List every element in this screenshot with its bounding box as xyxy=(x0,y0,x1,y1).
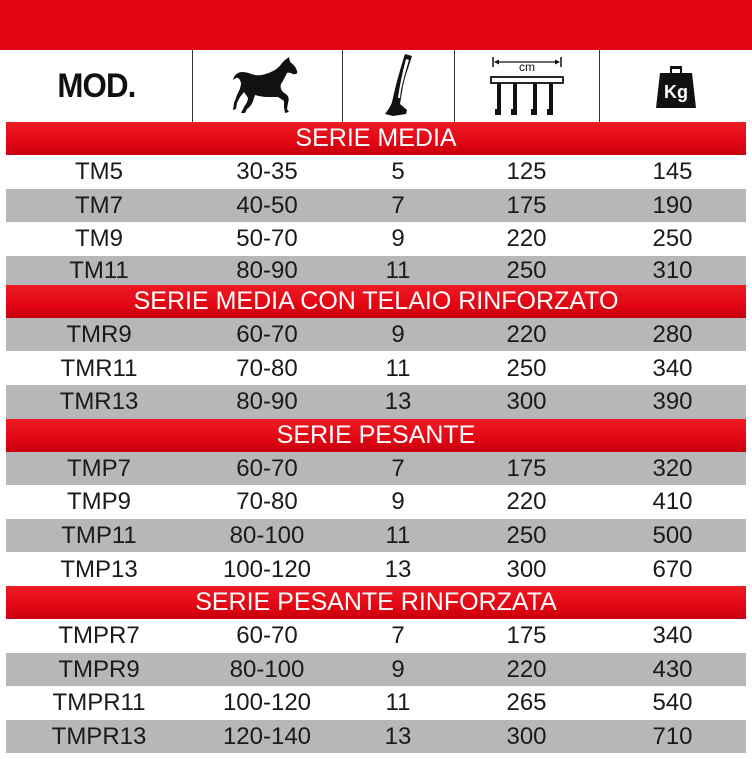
hp-cell: 30-35 xyxy=(236,158,298,186)
tines-cell: 11 xyxy=(385,522,411,550)
width-cell: 250 xyxy=(506,354,547,382)
width-cell: 125 xyxy=(506,158,547,186)
model-cell: TMP11 xyxy=(61,522,137,550)
model-cell: TM9 xyxy=(75,225,123,253)
weight-cell: 340 xyxy=(652,354,693,382)
hp-cell: 50-70 xyxy=(236,225,298,253)
table-row xyxy=(6,452,746,486)
model-cell: TMP13 xyxy=(60,555,138,583)
tines-cell: 7 xyxy=(391,454,405,482)
hp-cell: 100-120 xyxy=(222,689,312,717)
table-row xyxy=(6,485,746,519)
width-cell: 300 xyxy=(506,555,547,583)
table-header xyxy=(0,50,752,122)
tines-cell: 9 xyxy=(391,488,405,516)
weight-cell: 500 xyxy=(652,522,693,550)
model-cell: TM7 xyxy=(75,191,123,219)
hp-cell: 80-90 xyxy=(236,388,298,416)
header-weight-cell xyxy=(599,50,752,122)
weight-cell: 410 xyxy=(652,488,693,516)
table-row xyxy=(6,189,746,223)
table-row xyxy=(6,519,746,553)
horse-icon xyxy=(233,57,303,115)
hp-cell: 60-70 xyxy=(236,622,298,650)
tines-cell: 11 xyxy=(385,354,411,382)
weight-cell: 390 xyxy=(652,388,693,416)
weight-cell: 190 xyxy=(652,191,693,219)
hp-cell: 70-80 xyxy=(236,488,298,516)
weight-cell: 145 xyxy=(652,158,693,186)
top-red-band xyxy=(0,0,752,50)
hp-cell: 100-120 xyxy=(222,555,312,583)
model-cell: TMR11 xyxy=(60,354,138,382)
model-cell: TMR13 xyxy=(59,388,139,416)
width-cell: 175 xyxy=(506,191,547,219)
section-serie-media-telaio-rinforzato: SERIE MEDIA CON TELAIO RINFORZATO xyxy=(6,285,746,318)
weight-cell: 310 xyxy=(652,256,693,284)
table-row xyxy=(6,385,746,419)
width-cell: 220 xyxy=(506,321,547,349)
table-row xyxy=(6,222,746,256)
tines-cell: 9 xyxy=(391,225,405,253)
weight-cell: 250 xyxy=(652,225,693,253)
table-row xyxy=(6,686,746,720)
hp-cell: 80-90 xyxy=(236,256,298,284)
tines-cell: 13 xyxy=(384,555,412,583)
width-cell: 220 xyxy=(506,655,547,683)
weight-cell: 280 xyxy=(652,321,693,349)
section-serie-pesante-rinforzata: SERIE PESANTE RINFORZATA xyxy=(6,586,746,619)
tines-cell: 13 xyxy=(384,388,412,416)
working-width-icon xyxy=(489,53,565,119)
table-row xyxy=(6,552,746,586)
model-cell: TM5 xyxy=(75,158,123,186)
plough-tine-icon xyxy=(379,54,419,118)
table-row xyxy=(6,318,746,352)
tines-cell: 7 xyxy=(391,622,405,650)
header-model-cell xyxy=(0,50,192,122)
tines-cell: 9 xyxy=(391,321,405,349)
header-width-cell xyxy=(454,50,599,122)
section-serie-media: SERIE MEDIA xyxy=(6,122,746,155)
width-cell: 250 xyxy=(506,522,547,550)
table-row xyxy=(6,351,746,385)
tines-cell: 9 xyxy=(391,655,405,683)
width-cell: 175 xyxy=(506,454,547,482)
weight-kg-icon xyxy=(654,64,698,108)
tines-cell: 5 xyxy=(391,158,405,186)
hp-cell: 70-80 xyxy=(236,354,298,382)
table-row xyxy=(6,653,746,687)
table-row xyxy=(6,619,746,653)
weight-cell: 670 xyxy=(652,555,693,583)
hp-cell: 40-50 xyxy=(236,191,298,219)
width-cell: 175 xyxy=(506,622,547,650)
hp-cell: 60-70 xyxy=(236,454,298,482)
spec-table xyxy=(6,122,746,753)
table-row xyxy=(6,256,746,285)
hp-cell: 80-100 xyxy=(229,522,305,550)
table-row xyxy=(6,720,746,754)
header-hp-cell xyxy=(192,50,342,122)
tines-cell: 7 xyxy=(391,191,405,219)
model-cell: TMP7 xyxy=(66,454,131,482)
weight-unit-label: Kg xyxy=(664,82,688,102)
model-cell: TMR9 xyxy=(66,321,132,349)
weight-cell: 540 xyxy=(652,689,693,717)
width-cell: 220 xyxy=(506,488,547,516)
tines-cell: 11 xyxy=(385,689,411,717)
width-cell: 300 xyxy=(506,388,547,416)
hp-cell: 60-70 xyxy=(236,321,298,349)
weight-cell: 340 xyxy=(652,622,693,650)
weight-cell: 710 xyxy=(652,723,693,751)
header-tines-cell xyxy=(342,50,454,122)
model-cell: TMP9 xyxy=(66,488,131,516)
section-serie-pesante: SERIE PESANTE xyxy=(6,419,746,452)
table-row xyxy=(6,155,746,189)
model-cell: TM11 xyxy=(69,256,129,284)
weight-cell: 430 xyxy=(652,655,693,683)
model-column-label: MOD. xyxy=(57,66,135,105)
hp-cell: 120-140 xyxy=(222,723,312,751)
model-cell: TMPR9 xyxy=(58,655,140,683)
width-cell: 250 xyxy=(506,256,547,284)
width-cell: 300 xyxy=(506,723,547,751)
width-cell: 265 xyxy=(506,689,547,717)
tines-cell: 13 xyxy=(384,723,412,751)
width-cell: 220 xyxy=(506,225,547,253)
tines-cell: 11 xyxy=(385,256,411,284)
model-cell: TMPR7 xyxy=(58,622,140,650)
weight-cell: 320 xyxy=(652,454,693,482)
hp-cell: 80-100 xyxy=(229,655,305,683)
model-cell: TMPR11 xyxy=(52,689,146,717)
width-unit-label: cm xyxy=(519,60,535,74)
model-cell: TMPR13 xyxy=(51,723,147,751)
